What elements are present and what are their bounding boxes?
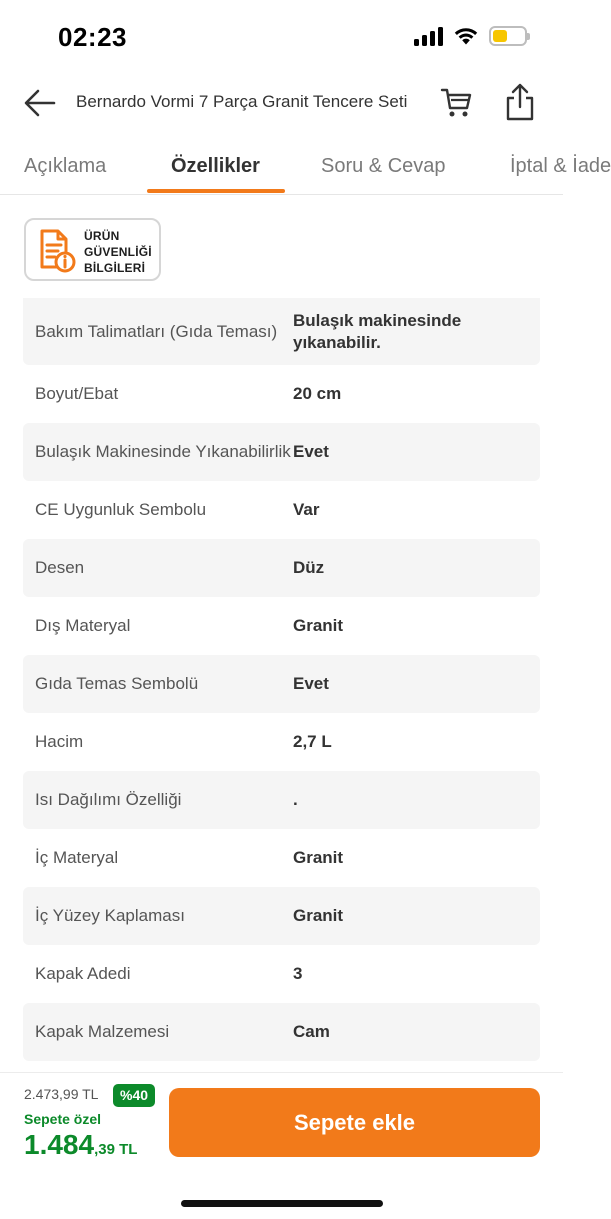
basket-price-fraction: ,39 TL — [94, 1141, 138, 1158]
tab-description[interactable]: Açıklama — [24, 155, 107, 177]
spec-row — [23, 539, 540, 597]
tab-specifications[interactable]: Özellikler — [171, 155, 260, 177]
spec-value: Granit — [293, 616, 344, 635]
spec-value: Düz — [293, 558, 325, 577]
spec-row — [23, 771, 540, 829]
product-header — [0, 70, 563, 136]
spec-value: Cam — [293, 1022, 330, 1041]
basket-special-label: Sepete özel — [24, 1111, 102, 1127]
cart-button[interactable] — [440, 87, 474, 119]
product-tabs — [0, 140, 611, 195]
spec-key: İç Materyal — [35, 848, 119, 867]
status-icons — [414, 26, 527, 46]
safety-badge-label: ÜRÜN GÜVENLİĞİ BİLGİLERİ — [84, 229, 152, 275]
product-safety-info-button[interactable] — [24, 218, 161, 281]
spec-key: Kapak Malzemesi — [35, 1022, 170, 1041]
spec-value: Evet — [293, 674, 329, 693]
discount-badge: %40 — [113, 1084, 155, 1107]
spec-row — [23, 298, 540, 365]
spec-key: Desen — [35, 558, 85, 577]
basket-price-main: 1.484 — [24, 1129, 95, 1160]
purchase-bar — [0, 1072, 563, 1219]
spec-key: Gıda Temas Sembolü — [35, 674, 199, 693]
spec-row — [23, 481, 540, 539]
spec-key: Bulaşık Makinesinde Yıkanabilirlik — [35, 442, 291, 461]
home-indicator — [181, 1200, 383, 1207]
spec-key: Isı Dağılımı Özelliği — [35, 790, 182, 809]
spec-key: Boyut/Ebat — [35, 384, 119, 403]
tab-questions-answers[interactable]: Soru & Cevap — [321, 155, 446, 177]
add-to-cart-button[interactable]: Sepete ekle — [169, 1088, 540, 1157]
spec-value: Granit — [293, 906, 344, 925]
spec-key: İç Yüzey Kaplaması — [35, 906, 185, 925]
spec-value: Bulaşık makinesinde yıkanabilir. — [293, 310, 462, 352]
document-info-icon — [38, 229, 76, 273]
spec-key: CE Uygunluk Sembolu — [35, 500, 207, 519]
spec-key: Hacim — [35, 732, 84, 751]
spec-key: Kapak Adedi — [35, 964, 131, 983]
spec-value: 20 cm — [293, 384, 342, 403]
arrow-left-icon — [24, 89, 56, 117]
spec-key: Dış Materyal — [35, 616, 131, 635]
spec-row — [23, 945, 540, 1003]
status-bar — [0, 0, 563, 70]
cart-icon — [440, 87, 474, 119]
product-title: Bernardo Vormi 7 Parça Granit Tencere Seti — [76, 92, 408, 111]
active-tab-indicator — [147, 189, 285, 193]
spec-row — [23, 713, 540, 771]
share-button[interactable] — [503, 82, 537, 122]
wifi-icon — [453, 26, 479, 46]
specifications-table — [23, 298, 540, 1061]
spec-value: Evet — [293, 442, 329, 461]
spec-key: Bakım Talimatları (Gıda Teması) — [35, 321, 278, 341]
tab-cancel-return[interactable]: İptal & İade — [510, 155, 611, 177]
spec-value: . — [293, 790, 298, 809]
status-time: 02:23 — [58, 22, 127, 52]
old-price: 2.473,99 TL — [24, 1086, 99, 1102]
spec-row — [23, 1003, 540, 1061]
spec-row — [23, 597, 540, 655]
spec-value: Granit — [293, 848, 344, 867]
spec-value: Var — [293, 500, 320, 519]
back-button[interactable] — [22, 86, 58, 120]
share-icon — [503, 82, 537, 122]
battery-icon — [489, 26, 527, 46]
spec-value: 3 — [293, 964, 303, 983]
spec-value: 2,7 L — [293, 732, 332, 751]
spec-row — [23, 365, 540, 423]
basket-price — [24, 1129, 137, 1161]
spec-row — [23, 887, 540, 945]
spec-row — [23, 655, 540, 713]
spec-row — [23, 829, 540, 887]
cellular-signal-icon — [414, 26, 443, 46]
spec-row — [23, 423, 540, 481]
